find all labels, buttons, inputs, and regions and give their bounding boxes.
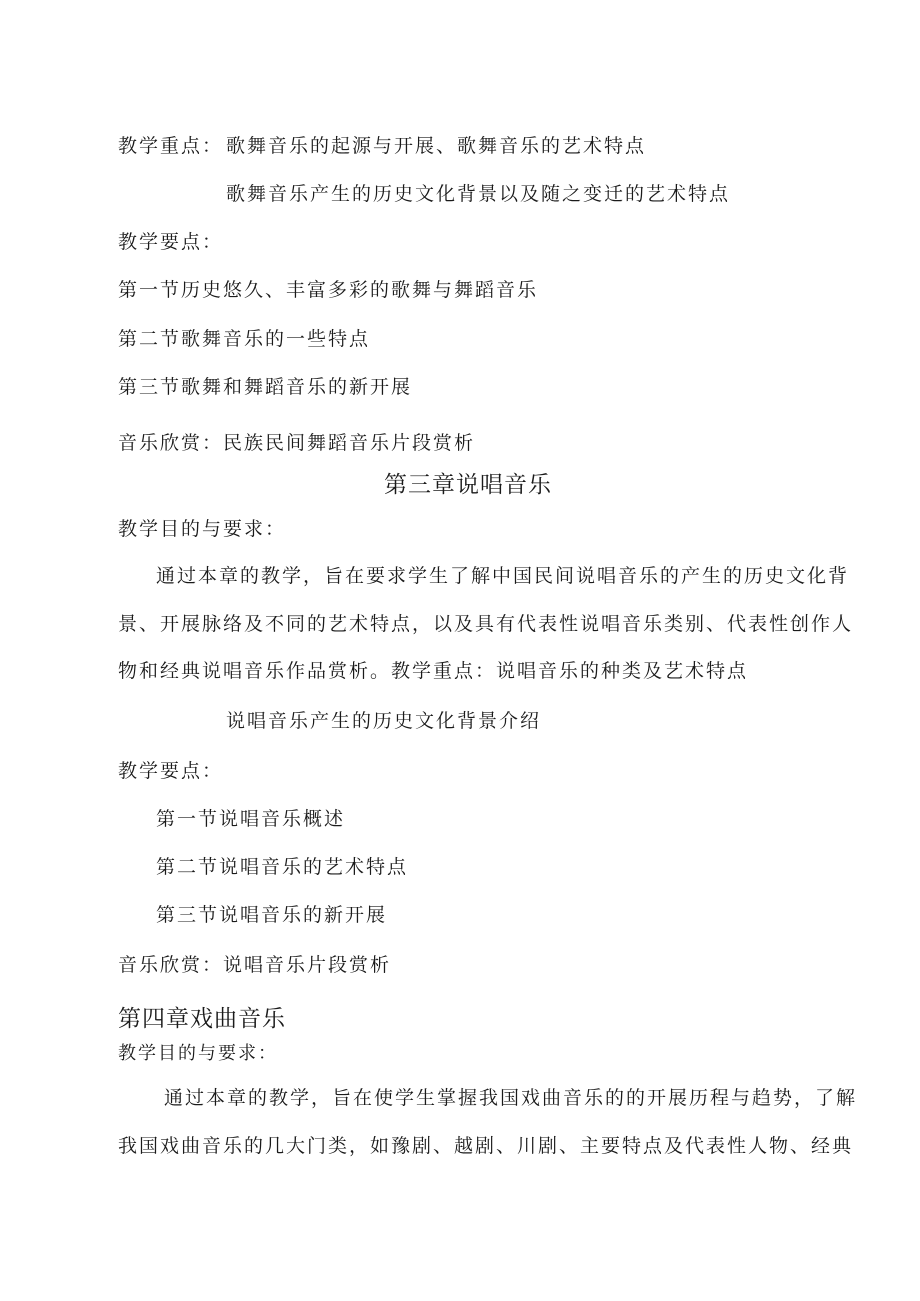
key-points-line-2: 歌舞音乐产生的历史文化背景以及随之变迁的艺术特点 (226, 183, 731, 205)
chapter-3-title: 第三章说唱音乐 (384, 472, 552, 498)
chapter-4-title: 第四章戏曲音乐 (118, 1006, 286, 1032)
goals-paragraph-line: 通过本章的教学，旨在要求学生了解中国民间说唱音乐的产生的历史文化背 (156, 565, 850, 587)
outline-label: 教学要点： (118, 231, 224, 253)
music-appreciation: 音乐欣赏：说唱音乐片段赏析 (118, 954, 392, 976)
goals-paragraph-line: 我国戏曲音乐的几大门类，如豫剧、越剧、川剧、主要特点及代表性人物、经典 (118, 1135, 854, 1157)
outline-label: 教学要点： (118, 760, 224, 782)
outline-item: 第一节历史悠久、丰富多彩的歌舞与舞蹈音乐 (118, 279, 539, 301)
outline-item: 第二节歌舞音乐的一些特点 (118, 328, 371, 350)
goals-paragraph-line: 景、开展脉络及不同的艺术特点，以及具有代表性说唱音乐类别、代表性创作人 (118, 613, 854, 635)
outline-item: 第二节说唱音乐的艺术特点 (156, 856, 409, 878)
goals-label: 教学目的与要求： (118, 1043, 278, 1064)
outline-item: 第三节歌舞和舞蹈音乐的新开展 (118, 376, 413, 398)
goals-label: 教学目的与要求： (118, 518, 287, 540)
music-appreciation: 音乐欣赏：民族民间舞蹈音乐片段赏析 (118, 432, 476, 454)
outline-item: 第一节说唱音乐概述 (156, 808, 346, 830)
goals-paragraph-line: 通过本章的教学，旨在使学生掌握我国戏曲音乐的的开展历程与趋势，了解 (164, 1087, 858, 1109)
key-points-label: 教学重点： (118, 135, 224, 157)
key-points-line-2: 说唱音乐产生的历史文化背景介绍 (226, 710, 542, 732)
outline-item: 第三节说唱音乐的新开展 (156, 904, 388, 926)
key-points-line-1: 歌舞音乐的起源与开展、歌舞音乐的艺术特点 (226, 135, 647, 157)
goals-paragraph-line: 物和经典说唱音乐作品赏析。教学重点：说唱音乐的种类及艺术特点 (118, 660, 749, 682)
